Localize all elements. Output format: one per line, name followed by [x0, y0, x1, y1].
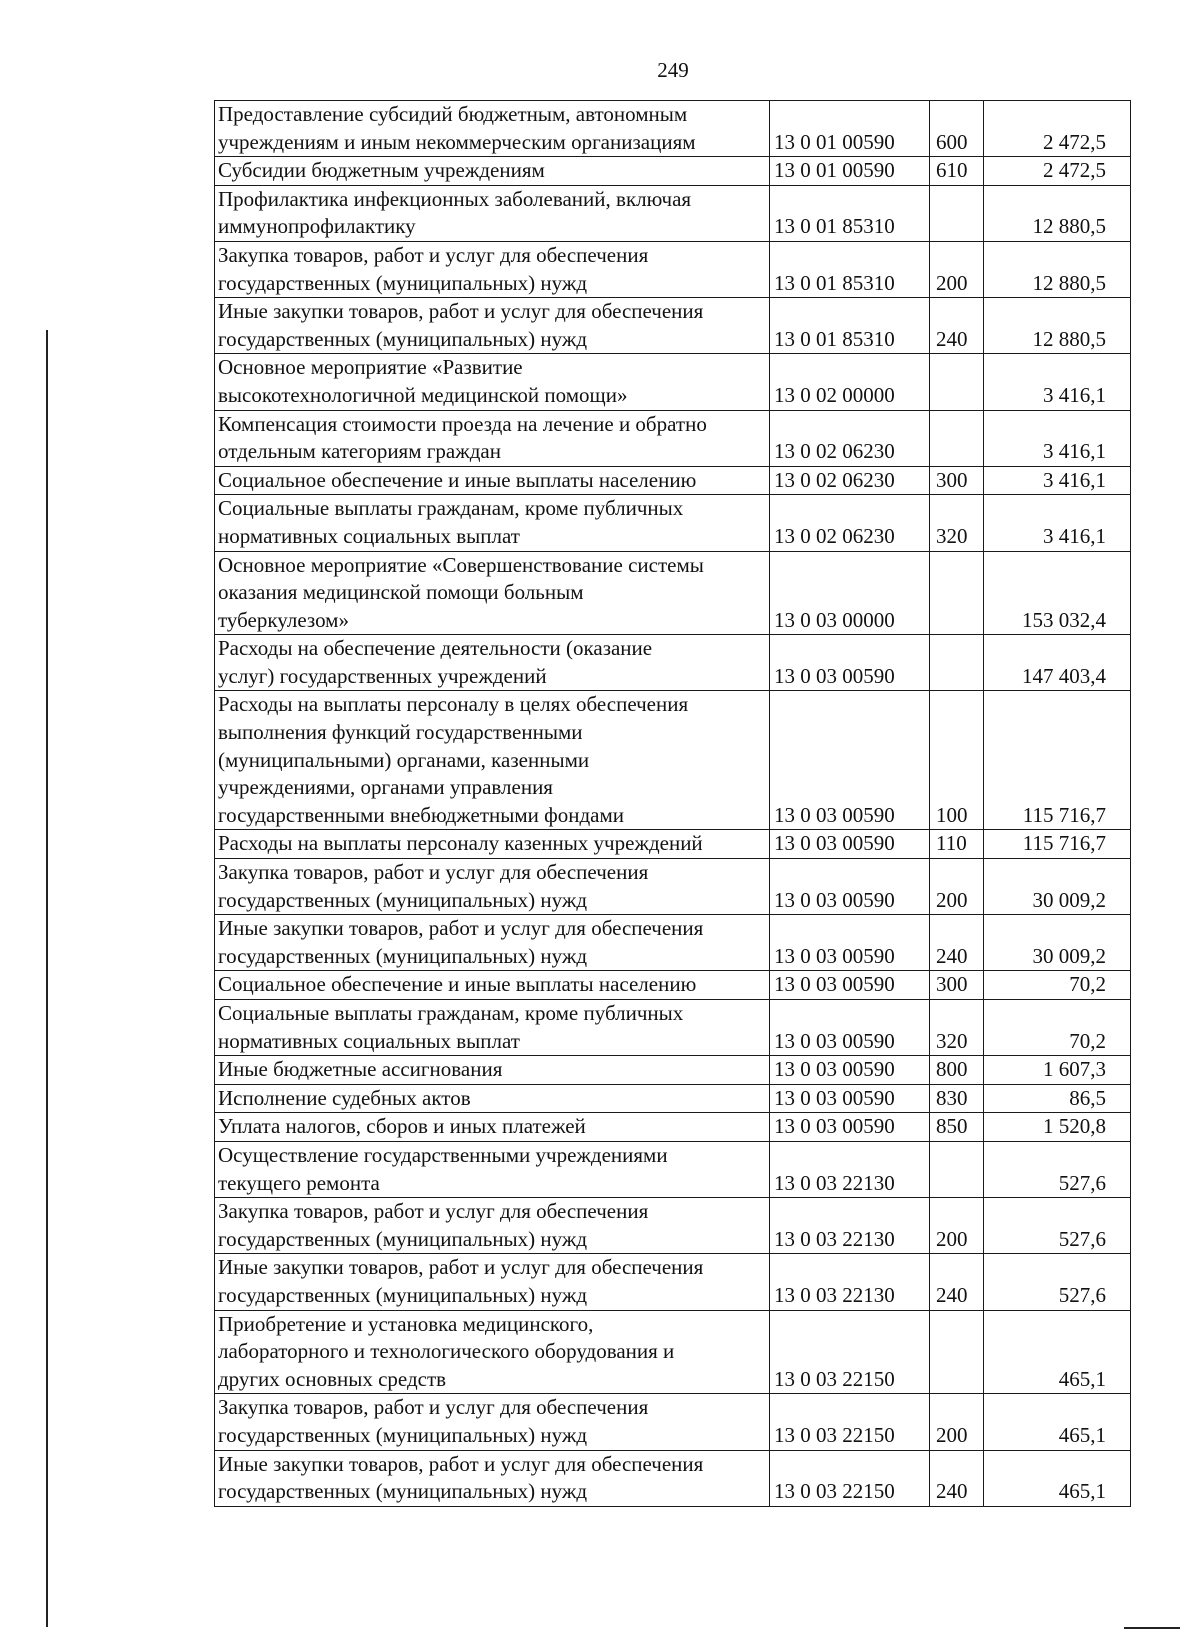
table-row [215, 241, 1131, 297]
target-code-cell: 13 0 01 85310 [770, 298, 930, 354]
page-number: 249 [657, 58, 689, 82]
target-code-cell: 13 0 03 22130 [770, 1141, 930, 1197]
expense-type-cell: 320 [930, 1000, 984, 1056]
target-code-cell: 13 0 03 00000 [770, 551, 930, 635]
amount-cell: 465,1 [984, 1310, 1131, 1394]
expense-name-cell: Приобретение и установка медицинского, лабораторного и технологического оборудования и других основных средств [215, 1310, 770, 1394]
expense-type-cell [930, 635, 984, 691]
expense-name-cell: Профилактика инфекционных заболеваний, включая иммунопрофилактику [215, 185, 770, 241]
expense-type-cell: 200 [930, 1198, 984, 1254]
amount-cell: 86,5 [984, 1084, 1131, 1113]
table-row [215, 1084, 1131, 1113]
amount-cell: 153 032,4 [984, 551, 1131, 635]
amount-cell: 1 520,8 [984, 1113, 1131, 1142]
expense-name-cell: Социальное обеспечение и иные выплаты населению [215, 466, 770, 495]
expense-type-cell: 200 [930, 1394, 984, 1450]
expense-type-cell: 300 [930, 466, 984, 495]
budget-table [214, 100, 1131, 1507]
amount-cell: 465,1 [984, 1394, 1131, 1450]
amount-cell: 147 403,4 [984, 635, 1131, 691]
table-row [215, 1450, 1131, 1506]
table-row [215, 551, 1131, 635]
expense-type-cell: 240 [930, 298, 984, 354]
corner-line [1124, 1627, 1180, 1629]
expense-name-cell: Расходы на выплаты персоналу казенных учреждений [215, 830, 770, 859]
expense-type-cell: 110 [930, 830, 984, 859]
table-row [215, 635, 1131, 691]
table-row [215, 185, 1131, 241]
expense-name-cell: Социальные выплаты гражданам, кроме публичных нормативных социальных выплат [215, 1000, 770, 1056]
table-row [215, 1394, 1131, 1450]
amount-cell: 3 416,1 [984, 495, 1131, 551]
expense-type-cell: 240 [930, 915, 984, 971]
table-row [215, 1310, 1131, 1394]
expense-type-cell: 850 [930, 1113, 984, 1142]
expense-name-cell: Закупка товаров, работ и услуг для обеспечения государственных (муниципальных) нужд [215, 1394, 770, 1450]
amount-cell: 30 009,2 [984, 915, 1131, 971]
margin-line [46, 330, 48, 1627]
table-row [215, 830, 1131, 859]
amount-cell: 12 880,5 [984, 241, 1131, 297]
amount-cell: 30 009,2 [984, 859, 1131, 915]
expense-name-cell: Субсидии бюджетным учреждениям [215, 157, 770, 186]
target-code-cell: 13 0 01 00590 [770, 101, 930, 157]
amount-cell: 527,6 [984, 1254, 1131, 1310]
amount-cell: 2 472,5 [984, 157, 1131, 186]
target-code-cell: 13 0 03 00590 [770, 691, 930, 830]
table-row [215, 101, 1131, 157]
target-code-cell: 13 0 02 06230 [770, 410, 930, 466]
table-row [215, 354, 1131, 410]
target-code-cell: 13 0 03 22130 [770, 1254, 930, 1310]
target-code-cell: 13 0 03 00590 [770, 1056, 930, 1085]
target-code-cell: 13 0 03 00590 [770, 1000, 930, 1056]
expense-type-cell [930, 551, 984, 635]
amount-cell: 70,2 [984, 1000, 1131, 1056]
target-code-cell: 13 0 01 85310 [770, 185, 930, 241]
expense-name-cell: Иные закупки товаров, работ и услуг для обеспечения государственных (муниципальных) нужд [215, 915, 770, 971]
table-row [215, 1056, 1131, 1085]
table-row [215, 1254, 1131, 1310]
target-code-cell: 13 0 02 00000 [770, 354, 930, 410]
target-code-cell: 13 0 02 06230 [770, 466, 930, 495]
table-row [215, 1198, 1131, 1254]
table-row [215, 1113, 1131, 1142]
target-code-cell: 13 0 03 00590 [770, 915, 930, 971]
amount-cell: 3 416,1 [984, 466, 1131, 495]
expense-type-cell [930, 410, 984, 466]
table-row [215, 157, 1131, 186]
budget-table-body [215, 101, 1131, 1507]
table-row [215, 298, 1131, 354]
expense-type-cell [930, 1141, 984, 1197]
target-code-cell: 13 0 03 00590 [770, 830, 930, 859]
table-row [215, 410, 1131, 466]
amount-cell: 70,2 [984, 971, 1131, 1000]
amount-cell: 527,6 [984, 1141, 1131, 1197]
target-code-cell: 13 0 03 00590 [770, 635, 930, 691]
expense-type-cell: 300 [930, 971, 984, 1000]
expense-type-cell: 600 [930, 101, 984, 157]
table-row [215, 971, 1131, 1000]
expense-type-cell: 100 [930, 691, 984, 830]
amount-cell: 1 607,3 [984, 1056, 1131, 1085]
amount-cell: 12 880,5 [984, 185, 1131, 241]
expense-name-cell: Расходы на обеспечение деятельности (оказание услуг) государственных учреждений [215, 635, 770, 691]
expense-name-cell: Иные закупки товаров, работ и услуг для обеспечения государственных (муниципальных) нужд [215, 1254, 770, 1310]
table-row [215, 466, 1131, 495]
expense-type-cell: 240 [930, 1254, 984, 1310]
table-row [215, 1141, 1131, 1197]
expense-name-cell: Компенсация стоимости проезда на лечение и обратно отдельным категориям граждан [215, 410, 770, 466]
target-code-cell: 13 0 02 06230 [770, 495, 930, 551]
target-code-cell: 13 0 03 22130 [770, 1198, 930, 1254]
expense-type-cell [930, 185, 984, 241]
expense-name-cell: Расходы на выплаты персоналу в целях обеспечения выполнения функций государственными (муниципальными) органами, казенными учреждениями, органами управления государственными внебюджетными фондами [215, 691, 770, 830]
expense-type-cell: 240 [930, 1450, 984, 1506]
expense-name-cell: Закупка товаров, работ и услуг для обеспечения государственных (муниципальных) нужд [215, 1198, 770, 1254]
table-row [215, 915, 1131, 971]
expense-name-cell: Основное мероприятие «Развитие высокотехнологичной медицинской помощи» [215, 354, 770, 410]
amount-cell: 465,1 [984, 1450, 1131, 1506]
amount-cell: 527,6 [984, 1198, 1131, 1254]
expense-type-cell: 200 [930, 241, 984, 297]
expense-type-cell: 610 [930, 157, 984, 186]
expense-type-cell [930, 354, 984, 410]
expense-type-cell: 830 [930, 1084, 984, 1113]
expense-name-cell: Иные закупки товаров, работ и услуг для обеспечения государственных (муниципальных) нужд [215, 298, 770, 354]
target-code-cell: 13 0 03 22150 [770, 1450, 930, 1506]
expense-name-cell: Уплата налогов, сборов и иных платежей [215, 1113, 770, 1142]
expense-name-cell: Социальные выплаты гражданам, кроме публичных нормативных социальных выплат [215, 495, 770, 551]
table-row [215, 859, 1131, 915]
amount-cell: 12 880,5 [984, 298, 1131, 354]
expense-name-cell: Социальное обеспечение и иные выплаты населению [215, 971, 770, 1000]
expense-type-cell: 320 [930, 495, 984, 551]
expense-name-cell: Закупка товаров, работ и услуг для обеспечения государственных (муниципальных) нужд [215, 859, 770, 915]
amount-cell: 3 416,1 [984, 410, 1131, 466]
expense-name-cell: Основное мероприятие «Совершенствование системы оказания медицинской помощи больным туберкулезом» [215, 551, 770, 635]
target-code-cell: 13 0 03 00590 [770, 859, 930, 915]
table-row [215, 1000, 1131, 1056]
expense-name-cell: Предоставление субсидий бюджетным, автономным учреждениям и иным некоммерческим организациям [215, 101, 770, 157]
target-code-cell: 13 0 01 00590 [770, 157, 930, 186]
table-row [215, 495, 1131, 551]
expense-name-cell: Иные бюджетные ассигнования [215, 1056, 770, 1085]
target-code-cell: 13 0 01 85310 [770, 241, 930, 297]
table-row [215, 691, 1131, 830]
expense-name-cell: Закупка товаров, работ и услуг для обеспечения государственных (муниципальных) нужд [215, 241, 770, 297]
expense-type-cell: 200 [930, 859, 984, 915]
expense-name-cell: Осуществление государственными учреждениями текущего ремонта [215, 1141, 770, 1197]
expense-type-cell: 800 [930, 1056, 984, 1085]
amount-cell: 115 716,7 [984, 830, 1131, 859]
target-code-cell: 13 0 03 00590 [770, 971, 930, 1000]
target-code-cell: 13 0 03 00590 [770, 1113, 930, 1142]
target-code-cell: 13 0 03 00590 [770, 1084, 930, 1113]
expense-name-cell: Исполнение судебных актов [215, 1084, 770, 1113]
expense-name-cell: Иные закупки товаров, работ и услуг для обеспечения государственных (муниципальных) нужд [215, 1450, 770, 1506]
amount-cell: 3 416,1 [984, 354, 1131, 410]
expense-type-cell [930, 1310, 984, 1394]
amount-cell: 115 716,7 [984, 691, 1131, 830]
target-code-cell: 13 0 03 22150 [770, 1310, 930, 1394]
target-code-cell: 13 0 03 22150 [770, 1394, 930, 1450]
amount-cell: 2 472,5 [984, 101, 1131, 157]
